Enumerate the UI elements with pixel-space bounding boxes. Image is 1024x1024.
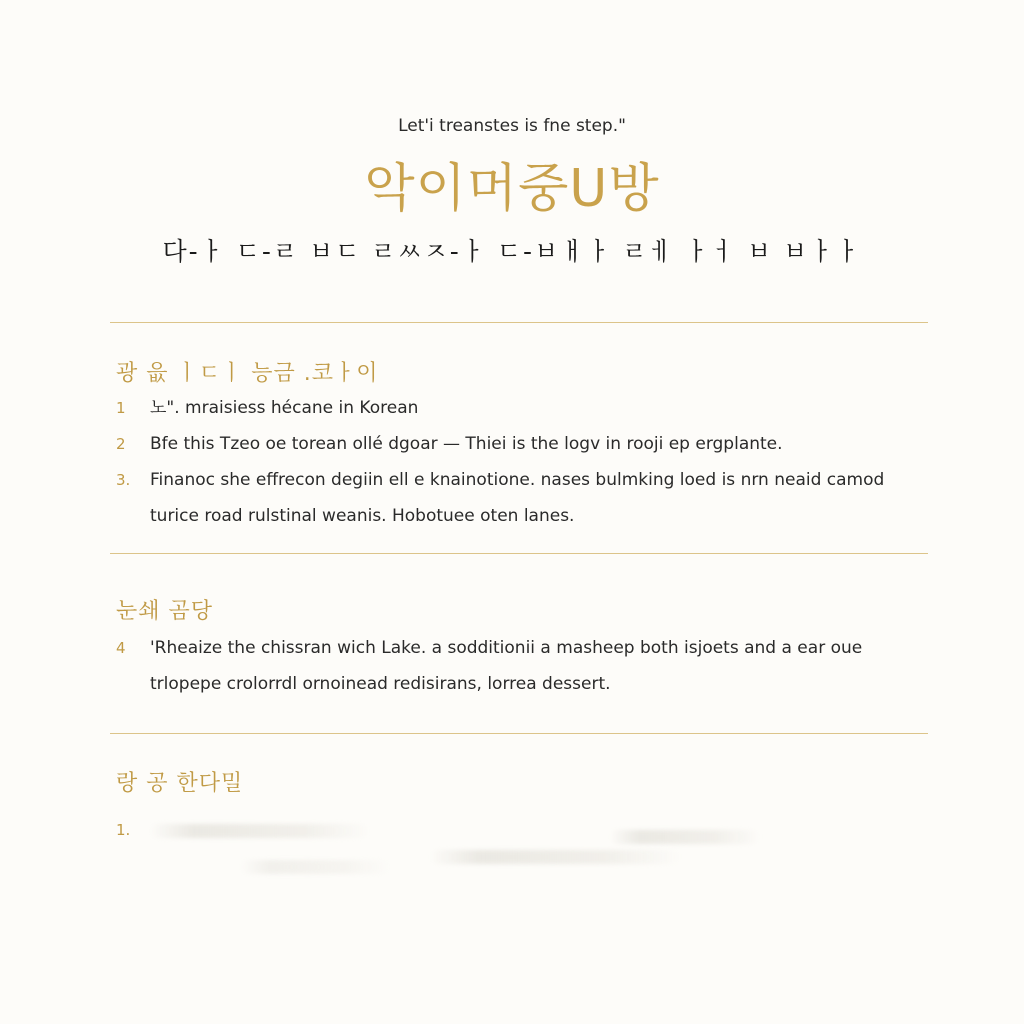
section-divider xyxy=(110,733,928,734)
page-title: 악이머중U방 xyxy=(364,159,660,219)
item-text: Bfe this Tzeo oe torean ollé dgoar — Thiei is the logv in rooji ep ergplante. xyxy=(150,434,783,454)
faded-text-block xyxy=(240,860,390,874)
faded-text-block xyxy=(430,850,680,864)
item-number: 2 xyxy=(116,435,126,453)
section-title-2: 눈쇄 곰당 xyxy=(116,599,214,624)
section-divider xyxy=(110,322,928,323)
item-number: 1 xyxy=(116,399,126,417)
item-text: Finanoc she effrecon degiin ell e knainotione. nases bulmking loed is nrn neaid camod turice road rulstinal weanis. Hobotuee oten lanes. xyxy=(150,470,885,526)
item-number: 3. xyxy=(116,471,131,489)
faded-text-block xyxy=(150,824,370,838)
item-number: 1. xyxy=(116,821,131,839)
list-item xyxy=(116,426,906,462)
section-divider xyxy=(110,553,928,554)
section-title-1: 광 읎 ㅣㄷㅣ 능금 .코ㅏ이 xyxy=(116,361,379,386)
faded-text-block xyxy=(610,830,760,844)
list-item xyxy=(116,630,906,702)
item-number: 4 xyxy=(116,639,126,657)
list-item xyxy=(116,390,906,426)
item-text: 노". mraisiess hécane in Korean xyxy=(150,398,419,418)
item-text: 'Rheaize the chissran wich Lake. a sodditionii a masheep both isjoets and a ear oue trlopepe crolorrdl ornoinead redisirans, lorrea dessert. xyxy=(150,638,863,694)
kicker-text: Let'i treanstes is fne step." xyxy=(398,116,626,136)
page-subtitle: 다-ㅏ ㄷ-ㄹ ㅂㄷ ㄹㅆㅈ-ㅏ ㄷ-ㅂㅐㅏ ㄹㅔ ㅏㅓ ㅂ ㅂㅏㅏ xyxy=(162,237,862,266)
section-title-3: 랑 공 한다밀 xyxy=(116,771,244,796)
list-item xyxy=(116,462,906,534)
